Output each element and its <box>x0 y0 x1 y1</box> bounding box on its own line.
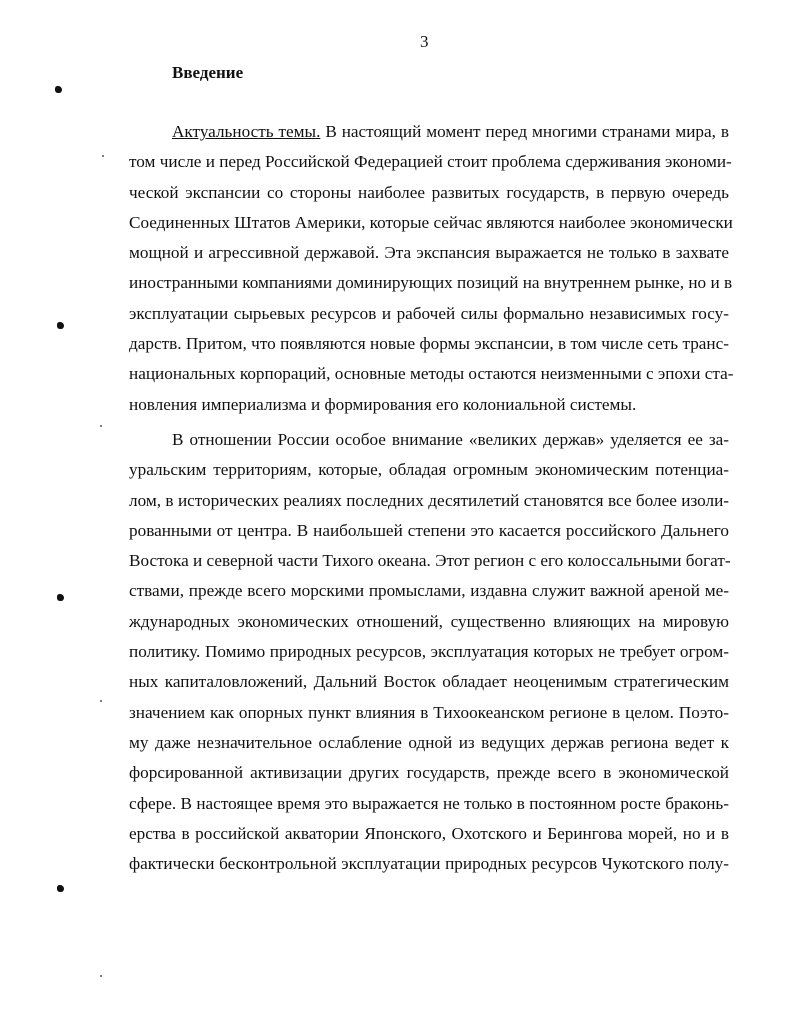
text-line: Востока и северной части Тихого океана. Этот регион с его колоссальными богат- <box>129 551 731 571</box>
text-line: ствами, прежде всего морскими промыслами, издавна служит важной ареной ме- <box>129 581 729 601</box>
text-line: политику. Помимо природных ресурсов, эксплуатация которых не требует огром- <box>129 642 729 662</box>
text-line: ческой экспансии со стороны наиболее развитых государств, в первую очередь <box>129 182 729 202</box>
paragraph-1 <box>129 117 734 420</box>
text-line: сфере. В настоящее время это выражается не только в постоянном росте браконь- <box>129 793 729 813</box>
text-line: ждународных экономических отношений, существенно влияющих на мировую <box>129 611 729 631</box>
text-line: дарств. Притом, что появляются новые формы экспансии, в том числе сеть транс- <box>129 334 729 354</box>
text-line: ерства в российской акватории Японского, Охотского и Берингова морей, но и в <box>129 823 729 843</box>
text-line: ных капиталовложений, Дальний Восток обладает неоценимым стратегическим <box>129 672 729 692</box>
text-line: эксплуатации сырьевых ресурсов и рабочей силы формально независимых госу- <box>129 303 729 323</box>
scan-speck <box>100 425 102 427</box>
text-line: В отношении России особое внимание «великих держав» уделяется ее за- <box>172 429 729 449</box>
text-line: уральским территориям, которые, обладая огромным экономическим потенциа- <box>129 460 729 480</box>
scan-speck <box>100 975 102 977</box>
text-line: лом, в исторических реалиях последних десятилетий становятся все более изоли- <box>129 490 729 510</box>
text-line: новления империализма и формирования его колониальной системы. <box>129 394 637 414</box>
page-number: 3 <box>420 32 429 51</box>
text-line: значением как опорных пункт влияния в Тихоокеанском регионе в целом. Поэто- <box>129 702 729 722</box>
body-text <box>129 117 734 879</box>
text-line: том числе и перед Российской Федерацией стоит проблема сдерживания экономи- <box>129 152 732 172</box>
binding-hole-mark <box>57 594 64 601</box>
text-line: форсированной активизации других государств, прежде всего в экономической <box>129 763 729 783</box>
paragraph-lead: Актуальность темы. <box>172 122 321 141</box>
text-line: рованными от центра. В наибольшей степени это касается российского Дальнего <box>129 520 729 540</box>
text-line: национальных корпораций, основные методы остаются неизменными с эпохи ста- <box>129 364 734 384</box>
text-line: фактически бесконтрольной эксплуатации природных ресурсов Чукотского полу- <box>129 854 729 874</box>
text-line: иностранными компаниями доминирующих позиций на внутреннем рынке, но и в <box>129 273 733 293</box>
binding-hole-mark <box>55 86 62 93</box>
section-heading: Введение <box>172 63 244 82</box>
text-line: му даже незначительное ослабление одной из ведущих держав региона ведет к <box>129 732 729 752</box>
text-line: Соединенных Штатов Америки, которые сейчас являются наиболее экономически <box>129 212 733 232</box>
scan-speck <box>100 700 102 702</box>
scan-speck <box>102 155 104 157</box>
text-line: Актуальность темы. В настоящий момент перед многими странами мира, в <box>172 122 729 141</box>
text-line: мощной и агрессивной державой. Эта экспансия выражается не только в захвате <box>129 243 729 263</box>
paragraph-2 <box>129 425 729 879</box>
binding-hole-mark <box>57 322 64 329</box>
binding-hole-mark <box>57 885 64 892</box>
